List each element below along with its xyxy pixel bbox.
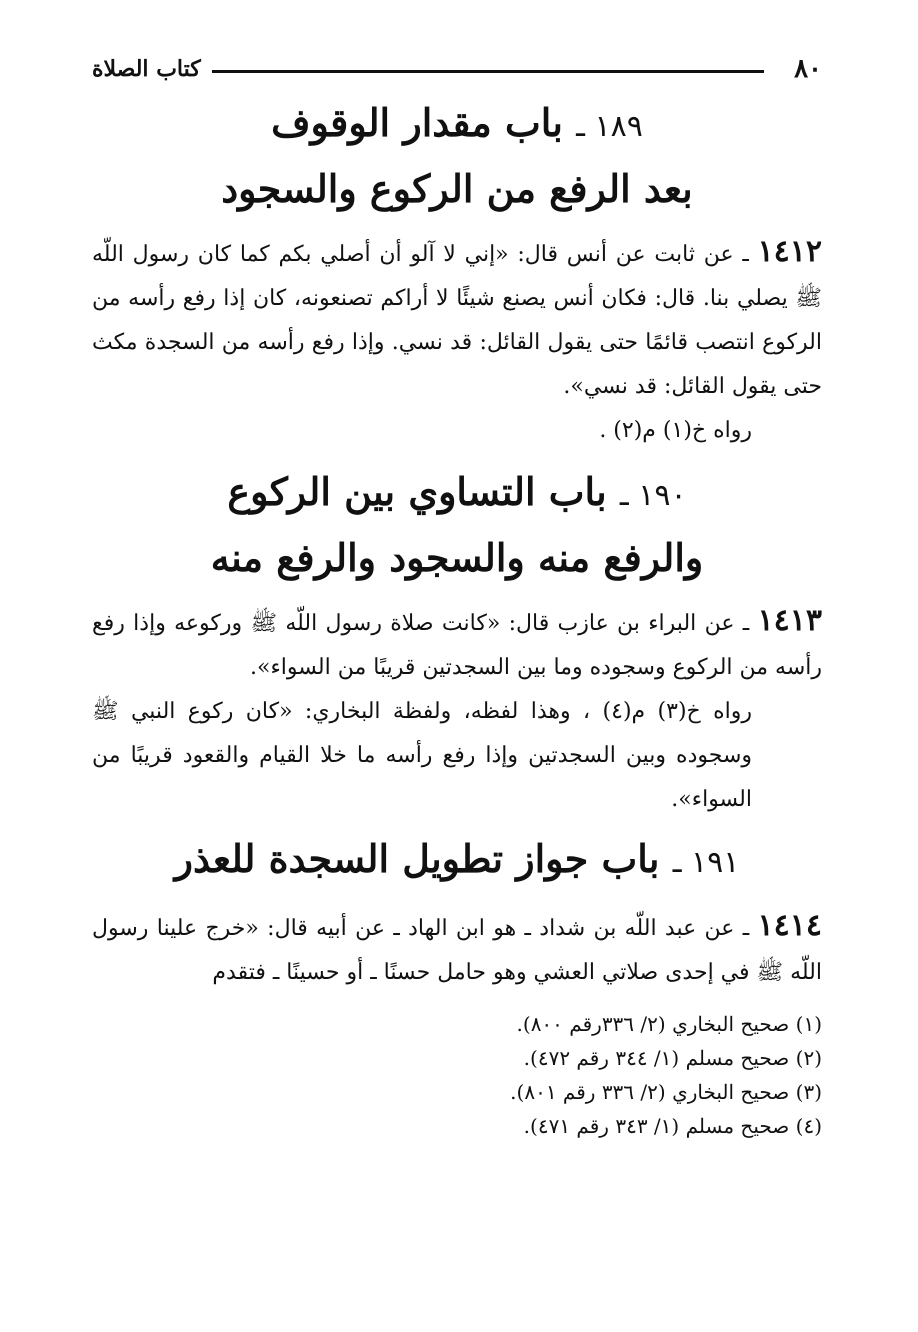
hadith-text: ـ عن عبد اللّه بن شداد ـ هو ابن الهاد ـ عن أبيه قال: «خرج علينا رسول اللّه ﷺ في إحدى صلاتي العشي وهو حامل حسنًا ـ أو حسينًا ـ فتقدم <box>92 916 822 985</box>
page-header <box>92 52 822 86</box>
chapter-heading-189 <box>92 92 822 220</box>
chapter-heading-line <box>92 92 822 158</box>
chapter-title-line-2: والرفع منه والسجود والرفع منه <box>210 535 704 580</box>
footnote-1: (١) صحيح البخاري (٢/ ٣٣٦رقم ٨٠٠). <box>516 1012 822 1036</box>
book-page <box>92 52 822 1143</box>
chapter-heading-190 <box>92 461 822 589</box>
chapter-number: ١٩٠ ـ <box>619 478 687 513</box>
chapter-heading-191 <box>92 828 822 894</box>
book-title: كتاب الصلاة <box>92 56 201 82</box>
footnote-2: (٢) صحيح مسلم (١/ ٣٤٤ رقم ٤٧٢). <box>523 1046 822 1070</box>
hadith-1412 <box>92 230 822 409</box>
chapter-title: باب جواز تطويل السجدة للعذر <box>174 836 660 881</box>
hadith-1412-source: رواه خ(١) م(٢) . <box>599 418 752 443</box>
header-rule <box>212 70 764 73</box>
hadith-text: ـ عن البراء بن عازب قال: «كانت صلاة رسول اللّه ﷺ وركوعه وإذا رفع رأسه من الركوع وسجوده وما بين السجدتين قريبًا من السواء». <box>92 611 822 680</box>
footnote-3: (٣) صحيح البخاري (٢/ ٣٣٦ رقم ٨٠١). <box>510 1080 822 1104</box>
chapter-heading-line <box>92 828 822 894</box>
hadith-number: ١٤١٤ <box>757 908 822 943</box>
chapter-title: باب مقدار الوقوف <box>271 100 563 145</box>
footnotes <box>92 1007 822 1143</box>
footnote-4: (٤) صحيح مسلم (١/ ٣٤٣ رقم ٤٧١). <box>523 1114 822 1138</box>
chapter-title: باب التساوي بين الركوع <box>227 469 607 514</box>
hadith-number: ١٤١٣ <box>757 603 822 638</box>
hadith-1413-source: رواه خ(٣) م(٤) ، وهذا لفظه، ولفظة البخاري: «كان ركوع النبي ﷺ وسجوده وبين السجدتين وإذا رفع رأسه ما خلا القيام والقعود قريبًا من السواء». <box>92 699 752 812</box>
hadith-1414 <box>92 904 822 995</box>
chapter-number: ١٨٩ ـ <box>576 109 643 144</box>
chapter-number: ١٩١ ـ <box>672 845 740 880</box>
hadith-1413 <box>92 599 822 690</box>
hadith-number: ١٤١٢ <box>757 234 822 269</box>
hadith-text: ـ عن ثابت عن أنس قال: «إني لا آلو أن أصلي بكم كما كان رسول اللّه ﷺ يصلي بنا. قال: فكان أنس يصنع شيئًا لا أراكم تصنعونه، كان إذا رفع رأسه من الركوع انتصب قائمًا حتى يقول القائل: قد نسي. وإذا رفع رأسه من السجدة مكث حتى يقول القائل: قد نسي». <box>92 242 822 399</box>
page-number: ٨٠ <box>794 54 822 84</box>
chapter-title-line-2: بعد الرفع من الركوع والسجود <box>221 166 693 211</box>
chapter-heading-line <box>92 461 822 527</box>
